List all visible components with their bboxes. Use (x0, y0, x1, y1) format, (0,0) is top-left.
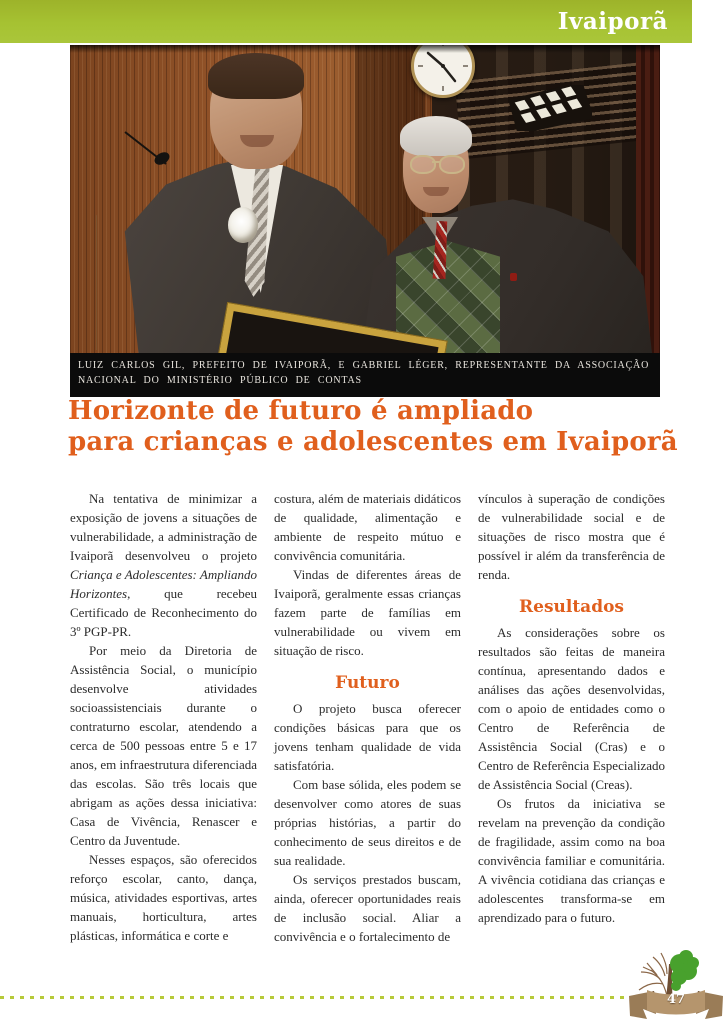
article-paragraph: Os serviços prestados buscam, ainda, oferecer oportunidades reais de inclusão social. Aliar a convivência e o fortalecimento de (274, 872, 461, 944)
article-paragraph: Com base sólida, eles podem se desenvolver como atores de suas próprias histórias, a partir do conhecimento de seus direitos e de sua realidade. (274, 777, 461, 868)
tree-foliage (670, 950, 699, 991)
ceiling-light-icon (508, 85, 592, 131)
page-number-badge (627, 948, 725, 1024)
article-paragraph: Nesses espaços, são oferecidos reforço escolar, canto, dança, música, atividades esportivas, artes manuais, horticultura, artes plásticas, informática e corte e (70, 852, 257, 943)
article-paragraph: Por meio da Diretoria de Assistência Social, o município desenvolve atividades socioassistenciais durante o contraturno escolar, atendendo a cerca de 500 pessoas entre 5 e 17 anos, em infraestrutura diferenciada das escolas. São três locais que abrigam as ações dessa iniciativa: Casa de Vivência, Renascer e Centro da Juventude. (70, 643, 257, 848)
section-heading: Resultados (519, 597, 624, 617)
article-column-1 (70, 489, 257, 959)
article-paragraph: Na tentativa de minimizar a exposição de jovens a situações de vulnerabilidade, a administração de Ivaiporã desenvolveu o projeto Criança e Adolescentes: Ampliando Horizontes, que recebeu Certificado de Reconhecimento do 3º PGP-PR. (70, 491, 257, 639)
lapel-pin (510, 273, 517, 281)
headline-line-2: para crianças e adolescentes em Ivaiporã (68, 427, 678, 457)
photo-edge-shadow (70, 45, 660, 53)
head-left (210, 57, 302, 169)
footer-dashed-rule (0, 996, 638, 999)
article-paragraph: Vindas de diferentes áreas de Ivaiporã, geralmente essas crianças fazem parte de famílias em vulnerabilidade ou vivem em situação de risco. (274, 567, 461, 658)
article-column-2 (274, 489, 461, 959)
article-headline (68, 396, 678, 458)
article-paragraph: costura, além de materiais didáticos de qualidade, alimentação e ambiente de respeito mútuo e convivência comunitária. (274, 491, 461, 563)
section-heading: Futuro (335, 673, 400, 693)
article-column-3 (478, 489, 665, 959)
header-band (0, 0, 692, 43)
article-paragraph: As considerações sobre os resultados são feitas de maneira contínua, apresentando dados e análises das ações desenvolvidas, com o apoio de entidades como o Centro de Referência de Assistência Social (Cras) e o Centro de Referência Especializado de Assistência Social (Creas). (478, 625, 665, 792)
article-photo-block (70, 45, 660, 397)
article-body (70, 489, 665, 959)
boutonniere-flower (228, 207, 258, 243)
article-paragraph: vínculos à superação de condições de vulnerabilidade social e de situações de risco mostra que é possível ir além da transferência de renda. (478, 491, 665, 582)
glasses-icon (407, 155, 467, 173)
article-paragraph: Os frutos da iniciativa se revelam na prevenção da condição de fragilidade, assim como na boa convivência familiar e comunitária. A vivência cotidiana das crianças e adolescentes transforma-se em aprendizado para o futuro. (478, 796, 665, 925)
headline-line-1: Horizonte de futuro é ampliado (68, 396, 534, 426)
ceremony-photo (70, 45, 660, 353)
page-header-title: Ivaiporã (557, 8, 668, 35)
photo-caption: LUIZ CARLOS GIL, PREFEITO DE IVAIPORÃ, E GABRIEL LÉGER, REPRESENTANTE DA ASSOCIAÇÃO NACIONAL DO MINISTÉRIO PÚBLICO DE CONTAS (70, 353, 660, 397)
page-number: 47 (666, 992, 686, 1007)
article-paragraph: O projeto busca oferecer condições básicas para que os jovens tenham qualidade de vida satisfatória. (274, 701, 461, 773)
